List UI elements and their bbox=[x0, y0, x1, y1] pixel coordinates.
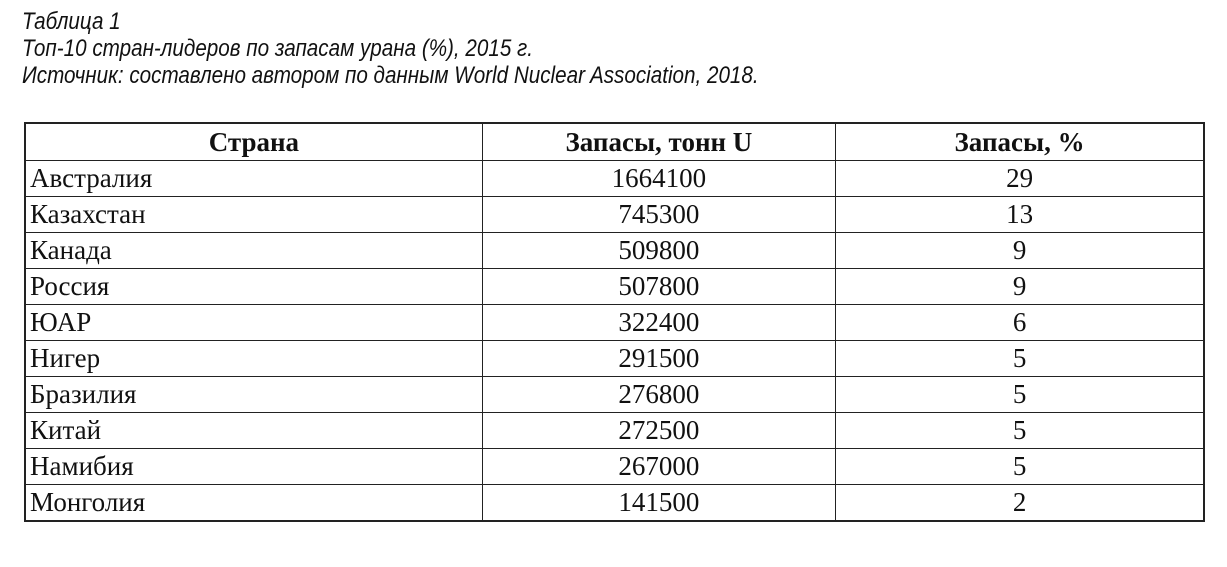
table-header-row bbox=[25, 123, 1204, 161]
cell-tonnes: 272500 bbox=[482, 413, 835, 449]
header-reserves-percent: Запасы, % bbox=[836, 123, 1204, 161]
cell-country: Намибия bbox=[25, 449, 482, 485]
cell-country: Австралия bbox=[25, 161, 482, 197]
cell-tonnes: 509800 bbox=[482, 233, 835, 269]
cell-percent: 5 bbox=[836, 341, 1204, 377]
uranium-reserves-table bbox=[24, 122, 1205, 522]
cell-country: Нигер bbox=[25, 341, 482, 377]
cell-percent: 6 bbox=[836, 305, 1204, 341]
cell-tonnes: 276800 bbox=[482, 377, 835, 413]
table-row bbox=[25, 305, 1204, 341]
cell-percent: 2 bbox=[836, 485, 1204, 522]
cell-tonnes: 141500 bbox=[482, 485, 835, 522]
table-row bbox=[25, 233, 1204, 269]
cell-country: Россия bbox=[25, 269, 482, 305]
table-row bbox=[25, 197, 1204, 233]
table-source: Источник: составлено автором по данным World Nuclear Association, 2018. bbox=[22, 62, 759, 89]
cell-percent: 5 bbox=[836, 377, 1204, 413]
cell-percent: 9 bbox=[836, 233, 1204, 269]
table-caption bbox=[22, 8, 879, 89]
cell-tonnes: 1664100 bbox=[482, 161, 835, 197]
cell-percent: 13 bbox=[836, 197, 1204, 233]
table-title: Топ-10 стран-лидеров по запасам урана (%), 2015 г. bbox=[22, 35, 533, 62]
cell-tonnes: 507800 bbox=[482, 269, 835, 305]
table-row bbox=[25, 161, 1204, 197]
cell-percent: 9 bbox=[836, 269, 1204, 305]
cell-tonnes: 267000 bbox=[482, 449, 835, 485]
table-row bbox=[25, 341, 1204, 377]
table-number: Таблица 1 bbox=[22, 8, 121, 35]
cell-country: Казахстан bbox=[25, 197, 482, 233]
table-row bbox=[25, 413, 1204, 449]
cell-tonnes: 322400 bbox=[482, 305, 835, 341]
table-row bbox=[25, 269, 1204, 305]
header-reserves-tonnes: Запасы, тонн U bbox=[482, 123, 835, 161]
cell-tonnes: 745300 bbox=[482, 197, 835, 233]
cell-country: Монголия bbox=[25, 485, 482, 522]
cell-percent: 5 bbox=[836, 413, 1204, 449]
cell-percent: 5 bbox=[836, 449, 1204, 485]
table-row bbox=[25, 449, 1204, 485]
table-row bbox=[25, 485, 1204, 522]
cell-country: Китай bbox=[25, 413, 482, 449]
cell-tonnes: 291500 bbox=[482, 341, 835, 377]
cell-percent: 29 bbox=[836, 161, 1204, 197]
table-row bbox=[25, 377, 1204, 413]
header-country: Страна bbox=[25, 123, 482, 161]
cell-country: Канада bbox=[25, 233, 482, 269]
cell-country: Бразилия bbox=[25, 377, 482, 413]
cell-country: ЮАР bbox=[25, 305, 482, 341]
